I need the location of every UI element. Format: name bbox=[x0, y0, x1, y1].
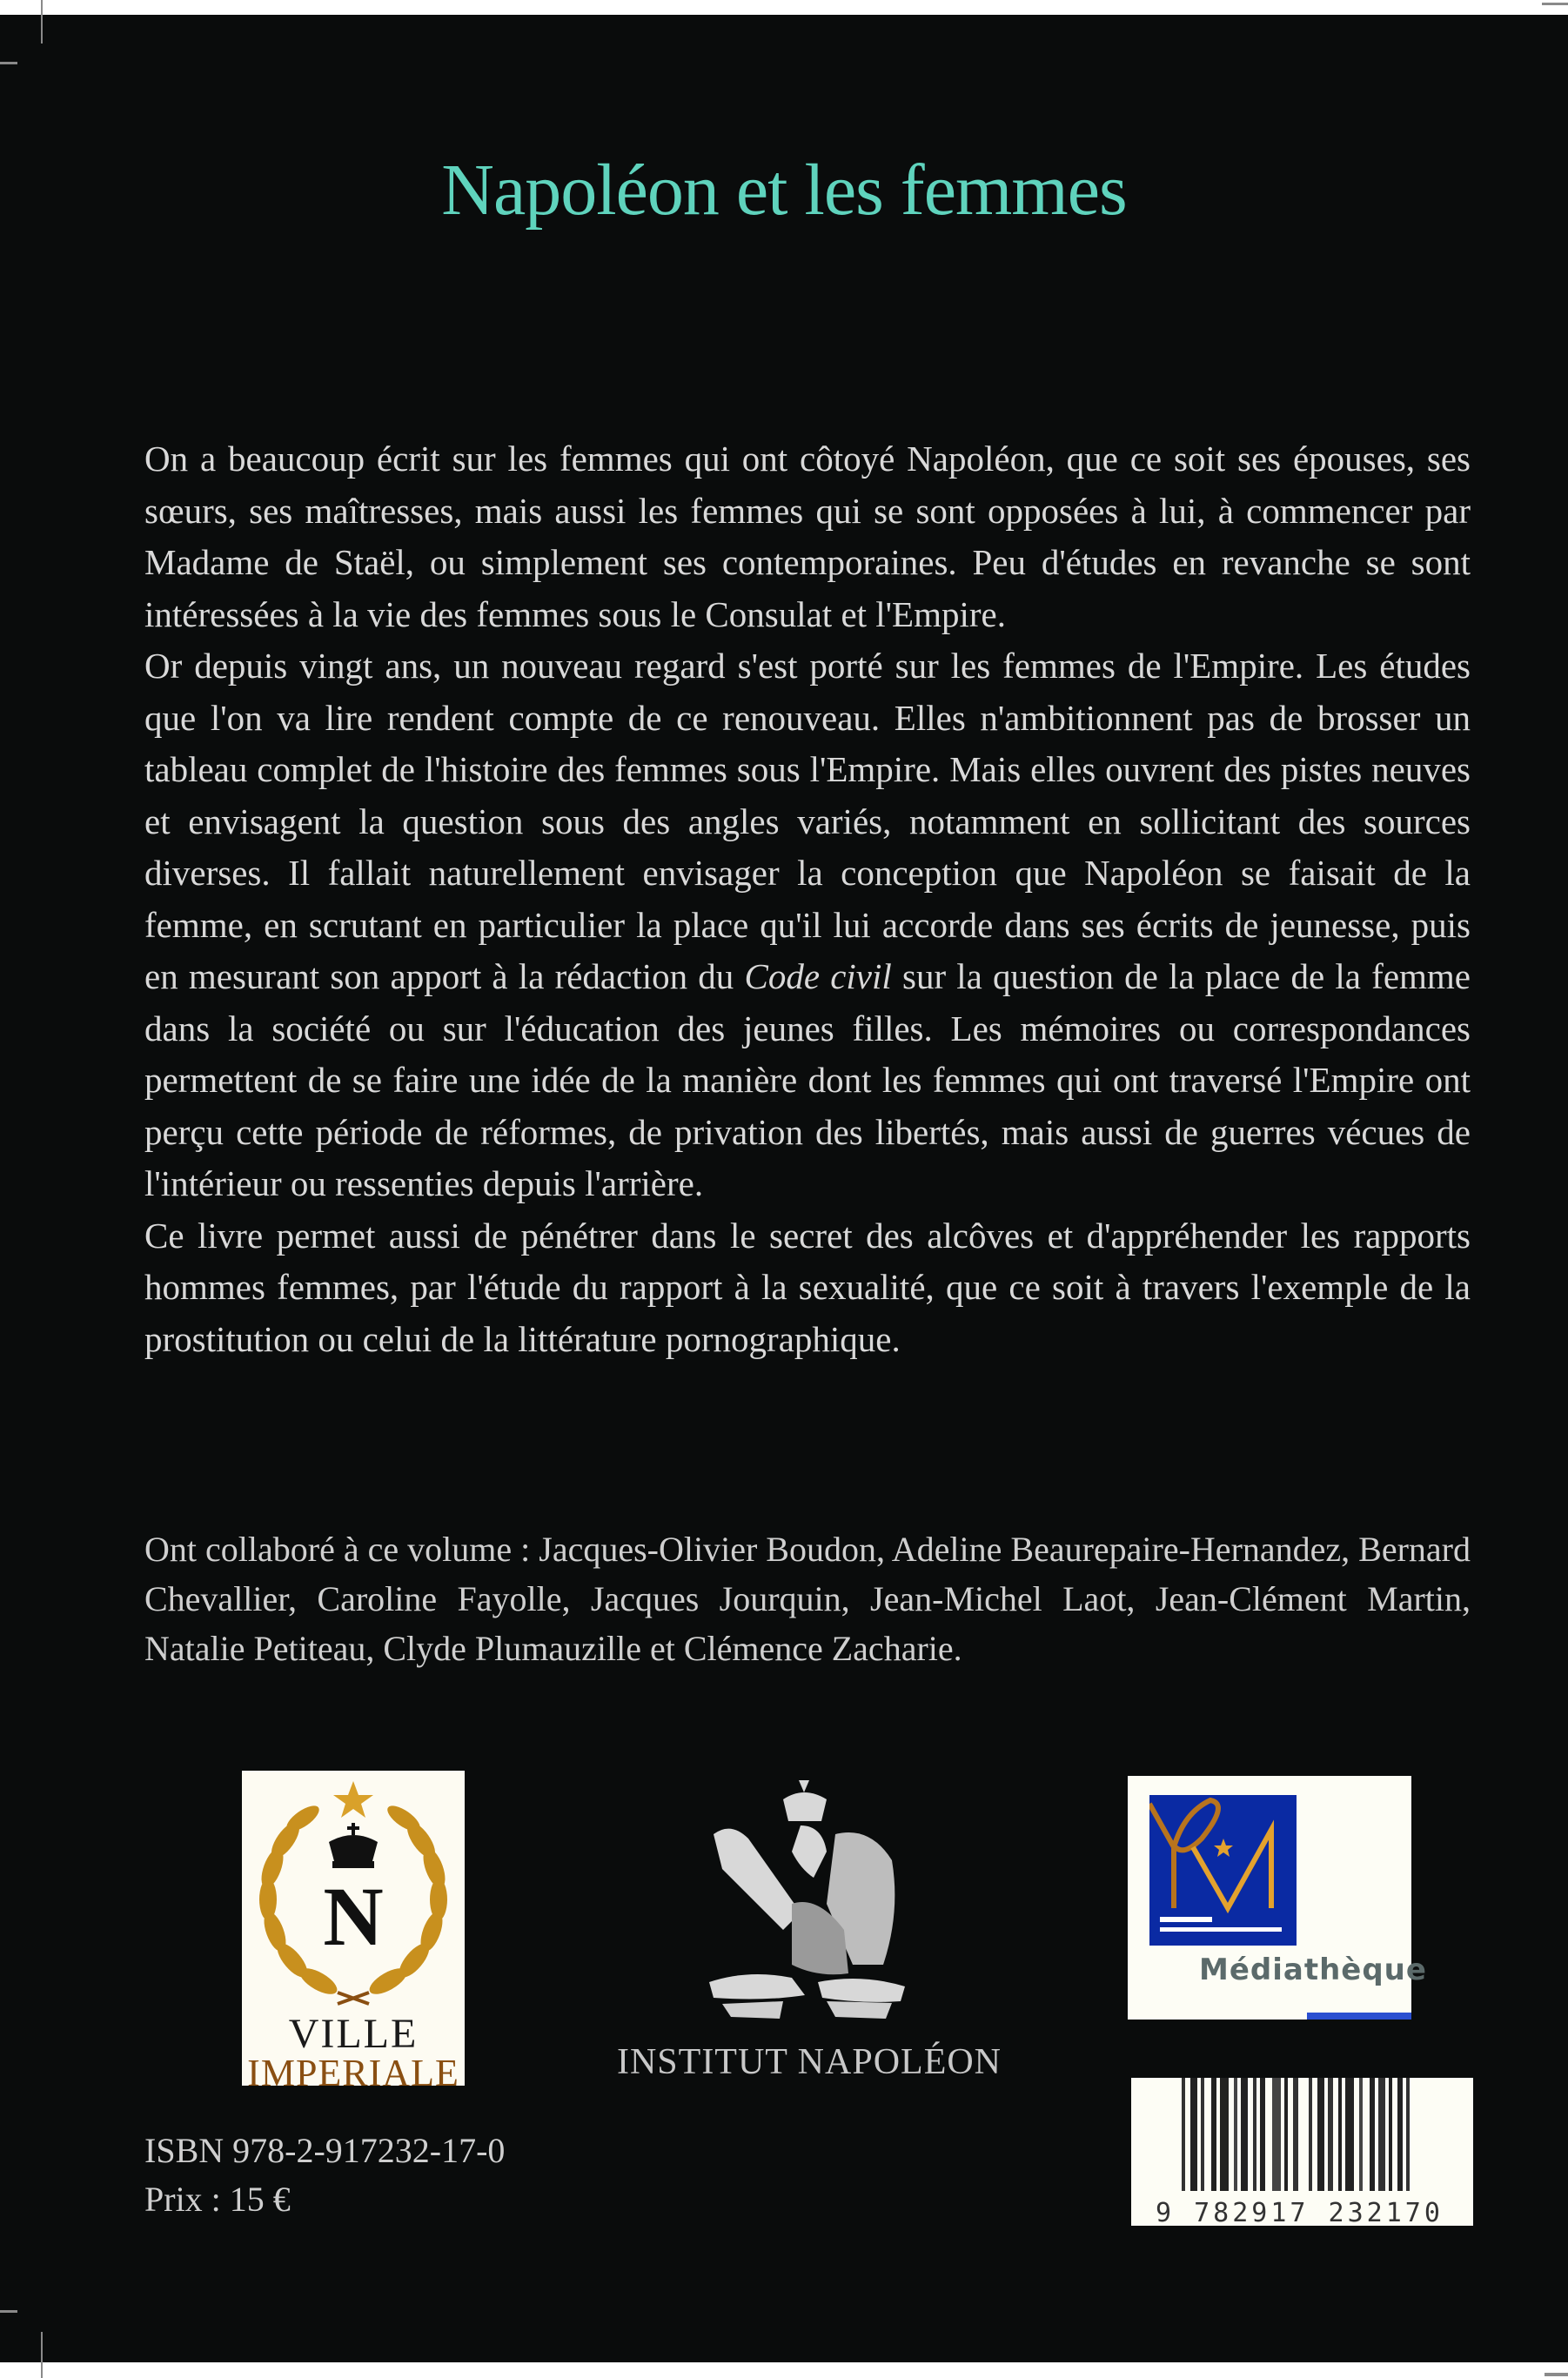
mediatheque-label: Médiathèque bbox=[1199, 1953, 1427, 1987]
mediatheque-logo bbox=[1128, 1776, 1427, 2020]
rm-monogram-icon bbox=[1149, 1795, 1297, 1946]
code-civil-italic: Code civil bbox=[744, 956, 892, 996]
crop-mark-bottom-left-horizontal bbox=[0, 2310, 17, 2313]
contributors: Ont collaboré à ce volume : Jacques-Olivier Boudon, Adeline Beaurepaire-Hernandez, Bernard Chevallier, Caroline Fayolle, Jacques Jourquin, Jean-Michel Laot, Jean-Clément Martin, Natalie Petiteau, Clyde Plumauzille et Clémence Zacharie. bbox=[144, 1530, 1471, 1668]
svg-text:VILLE: VILLE bbox=[288, 2011, 419, 2057]
blurb bbox=[144, 433, 1471, 1365]
crop-mark-bottom-right bbox=[1545, 2373, 1568, 2376]
isbn-number: ISBN 978-2-917232-17-0 bbox=[144, 2131, 506, 2170]
blurb-text: Or depuis vingt ans, un nouveau regard s'est porté sur les femmes de l'Empire. Les études que l'on va lire rendent compte de ce renouveau. Elles n'ambitionnent pas de brosser un tableau complet de l'histoire des femmes sous l'Empire. Mais elles ouvrent des pistes neuves et envisagent la question sous des angles variés, notamment en sollicitant des sources diverses. Il fallait naturellement envisager la conception que Napoléon se faisait de la femme, en scrutant en particulier la place qu'il lui accorde dans ses écrits de jeunesse, puis en mesurant son apport à la rédaction du bbox=[144, 646, 1471, 996]
barcode-digits: 9 782917 232170 bbox=[1156, 2198, 1444, 2228]
isbn-block bbox=[144, 2127, 505, 2224]
blurb-paragraph-3: Ce livre permet aussi de pénétrer dans le secret des alcôves et d'appréhender les rapports hommes femmes, par l'étude du rapport à la sexualité, que ce soit à travers l'exemple de la prostitution ou celui de la littérature pornographique. bbox=[144, 1215, 1471, 1359]
isbn-barcode bbox=[1131, 2078, 1473, 2226]
blurb-paragraph-1: On a beaucoup écrit sur les femmes qui ont côtoyé Napoléon, que ce soit ses épouses, ses sœurs, ses maîtresses, mais aussi les femmes qui se sont opposées à lui, à commencer par Madame de Staël, ou simplement ses contemporaines. Peu d'études en revanche se sont intéressées à la vie des femmes sous le Consulat et l'Empire. bbox=[144, 439, 1471, 634]
imperial-eagle-icon bbox=[696, 1773, 922, 2021]
crop-mark-top-right bbox=[1542, 3, 1568, 5]
book-title: Napoléon et les femmes bbox=[441, 150, 1127, 231]
crop-mark-bottom-left-vertical bbox=[41, 2332, 43, 2378]
crop-mark-top-left-vertical bbox=[41, 0, 43, 44]
blurb-text: sur la question de la place de la femme dans la société ou sur l'éducation des jeunes filles. Les mémoires ou correspondances permettent de se faire une idée de la manière dont les femmes qui ont traversé l'Empire ont perçu cette période de réformes, de privation des libertés, mais aussi de guerres vécues de l'intérieur ou ressenties depuis l'arrière. bbox=[144, 956, 1471, 1203]
crop-mark-top-left-horizontal bbox=[0, 62, 17, 64]
barcode-bars bbox=[1182, 2078, 1460, 2191]
blurb-paragraph-2 bbox=[144, 640, 1471, 1210]
institut-napoleon-label: INSTITUT NAPOLÉON bbox=[616, 2042, 1002, 2082]
laurel-wreath-icon bbox=[242, 1771, 465, 2086]
rm-monogram bbox=[1149, 1795, 1297, 1946]
svg-text:N: N bbox=[323, 1870, 384, 1963]
svg-text:IMPERIALE: IMPERIALE bbox=[247, 2052, 459, 2086]
mediatheque-underline bbox=[1307, 2013, 1411, 2020]
ville-imperiale-logo bbox=[242, 1771, 465, 2086]
price: Prix : 15 € bbox=[144, 2180, 291, 2219]
